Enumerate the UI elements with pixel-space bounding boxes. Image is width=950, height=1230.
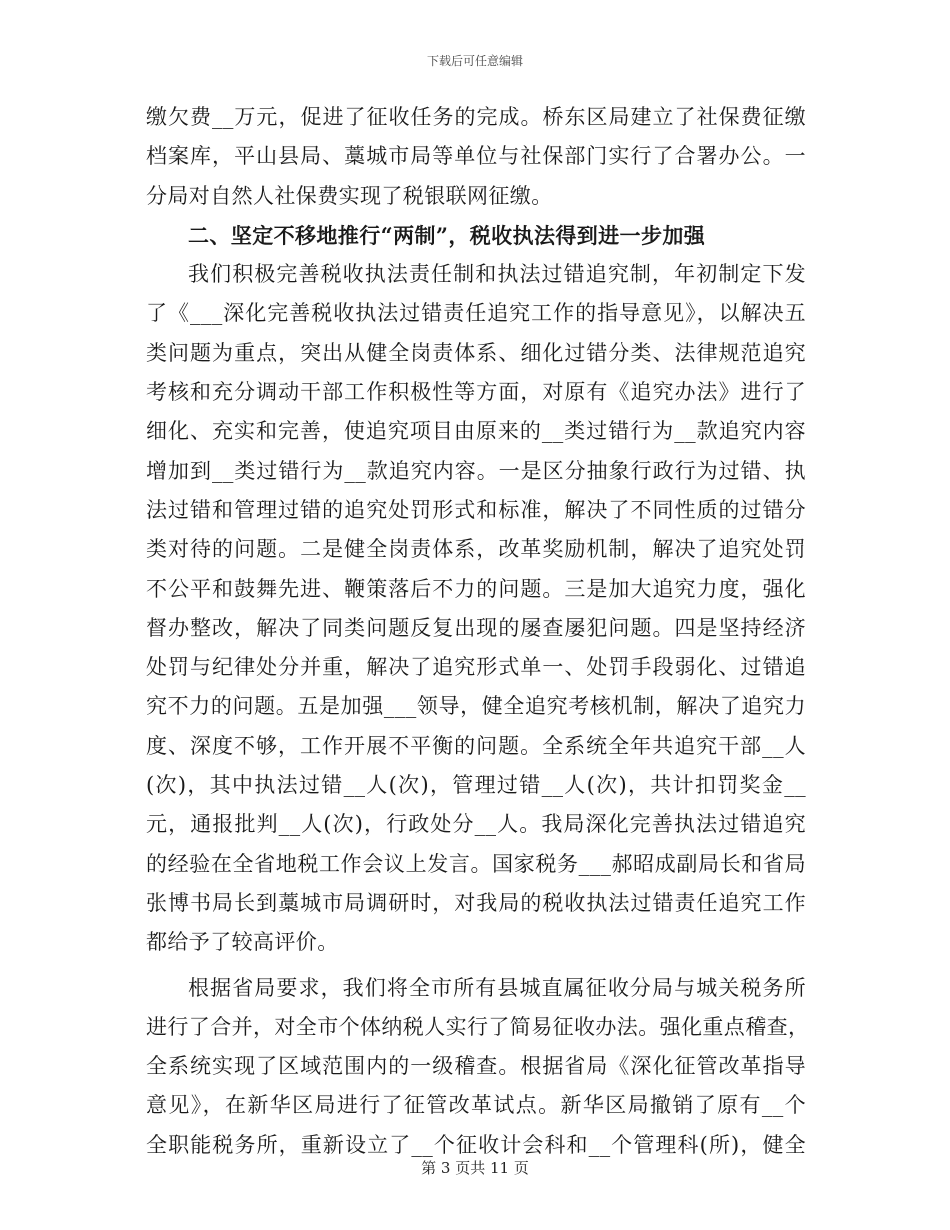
text-line: 法过错和管理过错的追究处罚形式和标准，解决了不同性质的过错分 <box>146 497 806 522</box>
paragraph-1 <box>146 98 806 216</box>
text-line: 类对待的问题。二是健全岗责体系，改革奖励机制，解决了追究处罚 <box>146 537 806 562</box>
text-line: 细化、充实和完善，使追究项目由原来的__类过错行为__款追究内容 <box>146 419 806 444</box>
text-line: 分局对自然人社保费实现了税银联网征缴。 <box>146 183 553 208</box>
text-line: 进行了合并，对全市个体纳税人实行了简易征收办法。强化重点稽查， <box>146 1014 810 1039</box>
paragraph-3 <box>146 969 810 1165</box>
text-line: 究不力的问题。五是加强___领导，健全追究考核机制，解决了追究力 <box>146 694 806 719</box>
text-line: 全系统实现了区域范围内的一级稽查。根据省局《深化征管改革指导 <box>146 1054 806 1079</box>
text-line: 根据省局要求，我们将全市所有县城直属征收分局与城关税务所 <box>188 975 806 1000</box>
text-line: 不公平和鼓舞先进、鞭策落后不力的问题。三是加大追究力度，强化 <box>146 576 806 601</box>
paragraph-2 <box>146 255 806 962</box>
text-line: 处罚与纪律处分并重，解决了追究形式单一、处罚手段弱化、过错追 <box>146 655 806 680</box>
text-line: 增加到__类过错行为__款追究内容。一是区分抽象行政行为过错、执 <box>146 458 806 483</box>
text-line: 类问题为重点，突出从健全岗责体系、细化过错分类、法律规范追究 <box>146 340 806 365</box>
text-line: 度、深度不够，工作开展不平衡的问题。全系统全年共追究干部__人 <box>146 733 806 758</box>
text-line: 意见》，在新华区局进行了征管改革试点。新华区局撤销了原有__个 <box>146 1093 806 1118</box>
text-line: 了《___深化完善税收执法过错责任追究工作的指导意见》，以解决五 <box>146 301 806 326</box>
text-line: 档案库，平山县局、藁城市局等单位与社保部门实行了合署办公。一 <box>146 144 806 169</box>
document-body <box>146 98 810 1165</box>
text-line: 元，通报批判__人(次)，行政处分__人。我局深化完善执法过错追究 <box>146 812 806 837</box>
text-line: 缴欠费__万元，促进了征收任务的完成。桥东区局建立了社保费征缴 <box>146 105 806 129</box>
text-line: 考核和充分调动干部工作积极性等方面，对原有《追究办法》进行了 <box>146 380 806 405</box>
text-line: 的经验在全省地税工作会议上发言。国家税务___郝昭成副局长和省局 <box>146 851 806 876</box>
text-line: 督办整改，解决了同类问题反复出现的屡查屡犯问题。四是坚持经济 <box>146 615 806 640</box>
text-line: 都给予了较高评价。 <box>146 930 339 955</box>
page-footer: 第 3 页共 11 页 <box>421 1159 529 1177</box>
text-line: 全职能税务所，重新设立了__个征收计会科和__个管理科(所)，健全 <box>146 1132 806 1157</box>
text-line: 张博书局长到藁城市局调研时，对我局的税收执法过错责任追究工作 <box>146 890 806 915</box>
section-heading: 二、坚定不移地推行“两制”，税收执法得到进一步加强 <box>188 222 706 248</box>
text-line: (次)，其中执法过错__人(次)，管理过错__人(次)，共计扣罚奖金__ <box>146 773 806 798</box>
text-line: 我们积极完善税收执法责任制和执法过错追究制，年初制定下发 <box>188 262 806 287</box>
page-header: 下载后可任意编辑 <box>426 54 523 68</box>
